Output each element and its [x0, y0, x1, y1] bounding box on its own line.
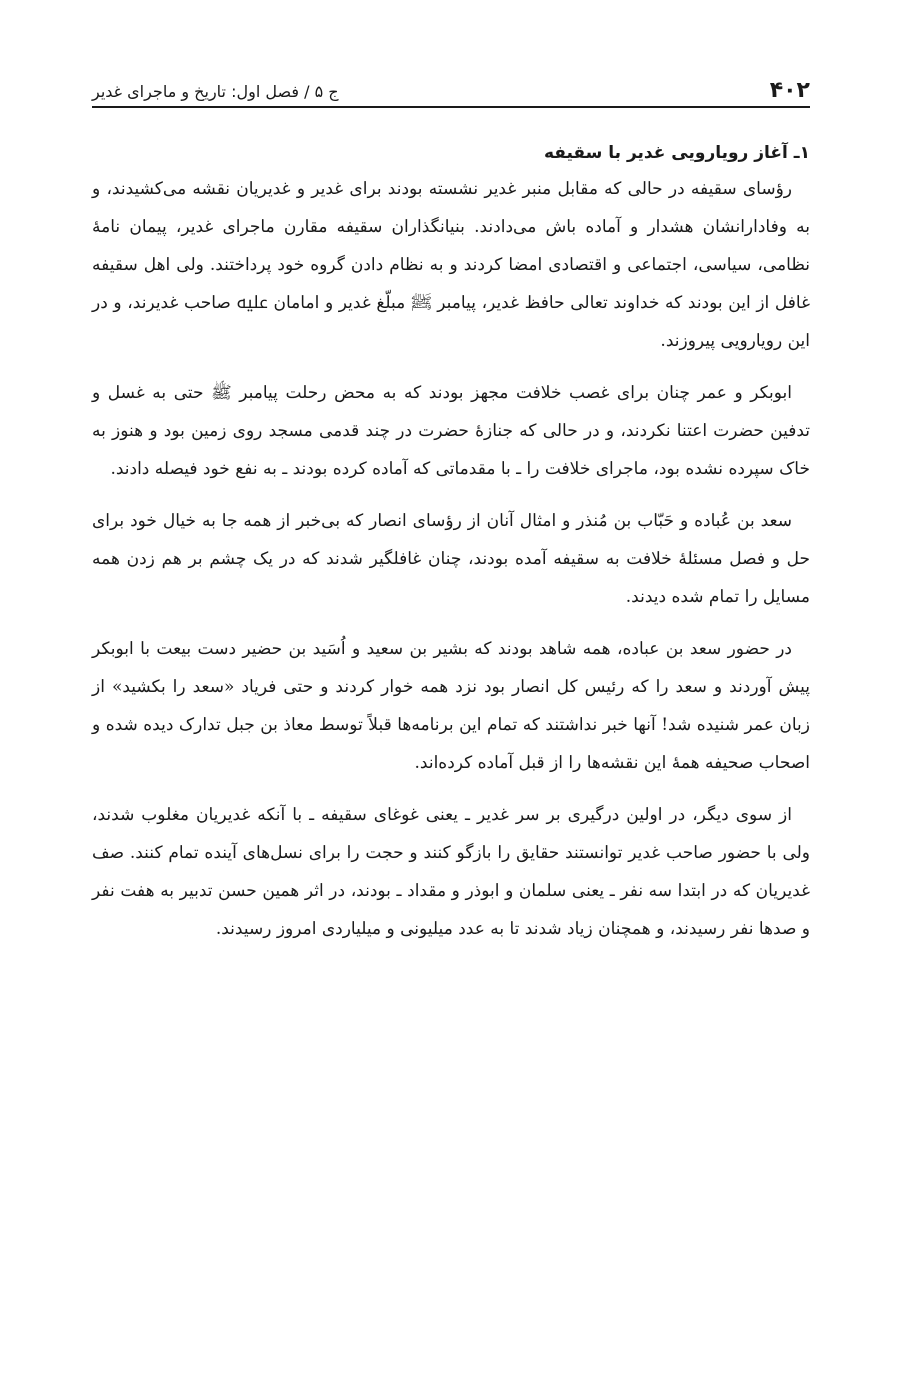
section-heading: ۱ـ آغاز رویارویی غدیر با سقیفه: [543, 143, 810, 163]
body-paragraph: از سوی دیگر، در اولین درگیری بر سر غدیر ـ یعنی غوغای سقیفه ـ با آنکه غدیریان مغلوب شدند، ولی با حضور صاحب غدیر توانستند حقایق را بازگو کنند و حجت را برای نسل‌های آینده تمام کنند. صف غدیریان که در ابتدا سه نفر ـ یعنی سلمان و ابوذر و مقداد ـ بودند، در اثر همین حسن تدبیر به هفت نفر و صدها نفر رسیدند، و همچنان زیاد شدند تا به عدد میلیونی و میلیاردی امروز رسیدند.: [92, 805, 810, 939]
body-paragraph: در حضور سعد بن عباده، همه شاهد بودند که بشیر بن سعید و اُسَید بن حضیر دست بیعت با ابوبکر پیش آوردند و سعد را که رئیس کل انصار بود نزد همه خوار کردند و حتی فریاد «سعد را بکشید» از زبان عمر شنیده شد! آنها خبر نداشتند که تمام این برنامه‌ها قبلاً توسط معاذ بن جبل تدارک دیده شده و اصحاب صحیفه همۀ این نقشه‌ها را از قبل آماده کرده‌اند.: [92, 639, 810, 773]
running-title: ج ۵ / فصل اول: تاریخ و ماجرای غدیر: [92, 82, 339, 101]
page-number: ۴۰۲: [769, 78, 810, 103]
body-paragraph: رؤسای سقیفه در حالی که مقابل منبر غدیر نشسته بودند برای غدیر و غدیریان نقشه می‌کشیدند، و به وفادارانشان هشدار و آماده باش می‌دادند. بنیانگذاران سقیفه مقارن ماجرای غدیر، پیمان نامۀ نظامی، سیاسی، اجتماعی و اقتصادی امضا کردند و به نظام دادن گروه خود پرداختند. ولی اهل سقیفه غافل از این بودند که خداوند تعالی حافظ غدیر، پیامبر ﷺ مبلّغ غدیر و امامان ﷷ صاحب غدیرند، و در این رویارویی پیروزند.: [92, 179, 810, 351]
body-paragraph: سعد بن عُباده و حَبّاب بن مُنذر و امثال آنان از رؤسای انصار که بی‌خبر از همه جا به خیال خود برای حل و فصل مسئلۀ خلافت به سقیفه آمده بودند، چنان غافلگیر شدند که در یک چشم بر هم زدن همه مسایل را تمام شده دیدند.: [92, 511, 810, 607]
running-header: [92, 58, 810, 108]
body-paragraph: ابوبکر و عمر چنان برای غصب خلافت مجهز بودند که به محض رحلت پیامبر ﷺ حتی به غسل و تدفین حضرت اعتنا نکردند، و در حالی که جنازۀ حضرت در چند قدمی مسجد روی زمین بود و هنوز به خاک سپرده نشده بود، ماجرای خلافت را ـ با مقدماتی که آماده کرده بودند ـ به نفع خود فیصله دادند.: [92, 383, 810, 479]
book-page: [92, 58, 810, 948]
